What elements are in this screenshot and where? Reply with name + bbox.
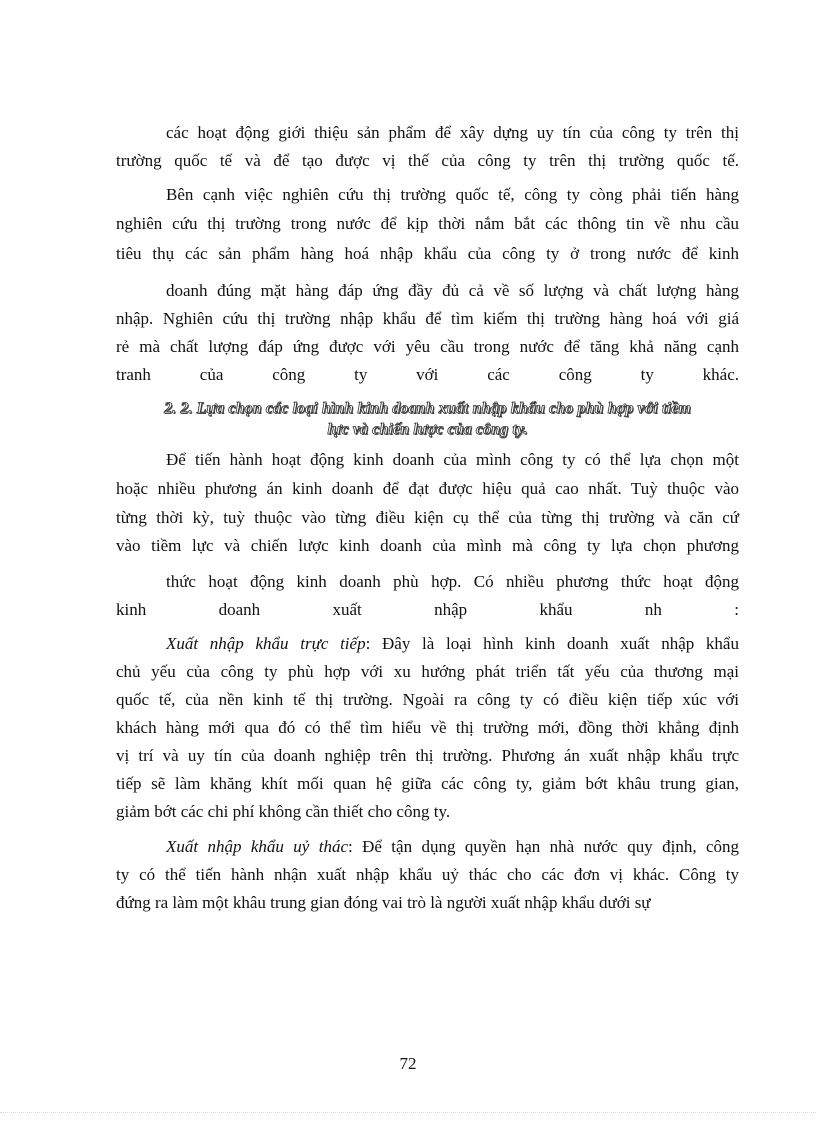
- text-line: thức hoạt động kinh doanh phù hợp. Có nhiều phương thức hoạt động: [166, 572, 739, 591]
- text-line: vị trí và uy tín của doanh nghiệp trên thị trường. Phương án xuất nhập khẩu trực: [116, 746, 739, 765]
- section-heading: lực và chiến lược của công ty.: [327, 421, 528, 438]
- text-line: từng thời kỳ, tuỳ thuộc vào từng điều kiện cụ thể của từng thị trường và căn cứ: [116, 508, 739, 527]
- text-line: quốc tế, của nền kinh tế thị trường. Ngoài ra công ty có điều kiện tiếp xúc với: [116, 690, 739, 709]
- text-line: đứng ra làm một khâu trung gian đóng vai trò là người xuất nhập khẩu dưới sự: [116, 893, 651, 912]
- text-line: tiếp sẽ làm khăng khít mối quan hệ giữa các công ty, giảm bớt khâu trung gian,: [116, 774, 739, 793]
- text-line: [166, 836, 739, 858]
- text-line: Để tiến hành hoạt động kinh doanh của mình công ty có thể lựa chọn một: [166, 450, 739, 469]
- text-line: Bên cạnh việc nghiên cứu thị trường quốc tế, công ty còng phải tiến hàng: [166, 185, 739, 204]
- text-line: kinh doanh xuất nhập khẩu nh :: [116, 600, 739, 619]
- text-line: giảm bớt các chi phí không cần thiết cho công ty.: [116, 802, 451, 821]
- text-line: tiêu thụ các sản phẩm hàng hoá nhập khẩu của công ty ở trong nước để kinh: [116, 244, 739, 263]
- term-entrusted-trade: Xuất nhập khẩu uỷ thác: [166, 837, 348, 856]
- text-line: vào tiềm lực và chiến lược kinh doanh của mình mà công ty lựa chọn phương: [116, 536, 739, 555]
- text-line: các hoạt động giới thiệu sản phẩm để xây dựng uy tín của công ty trên thị: [166, 123, 739, 142]
- text-fragment: : Đây là loại hình kinh doanh xuất nhập khẩu: [365, 634, 739, 653]
- text-line: doanh đúng mặt hàng đáp ứng đầy đủ cả về số lượng và chất lượng hàng: [166, 281, 739, 300]
- text-line: nhập. Nghiên cứu thị trường nhập khẩu để tìm kiếm thị trường hàng hoá với giá: [116, 309, 739, 328]
- text-line: nghiên cứu thị trường trong nước để kịp thời nắm bắt các thông tin về nhu cầu: [116, 214, 739, 233]
- text-line: trường quốc tế và để tạo được vị thế của công ty trên thị trường quốc tế.: [116, 151, 739, 170]
- footer-divider: [0, 1112, 816, 1113]
- term-direct-trade: Xuất nhập khẩu trực tiếp: [166, 634, 366, 653]
- text-fragment: : Để tận dụng quyền hạn nhà nước quy định, công: [348, 837, 740, 856]
- text-line: khách hàng mới qua đó có thể tìm hiểu về thị trường mới, đồng thời khẳng định: [116, 718, 739, 737]
- text-line: chủ yếu của công ty phù hợp với xu hướng phát triển tất yếu của thương mại: [116, 662, 739, 681]
- page-number: 72: [399, 1054, 417, 1073]
- text-line: tranh của công ty với các công ty khác.: [116, 365, 739, 384]
- text-line: [166, 633, 739, 655]
- text-line: rẻ mà chất lượng đáp ứng được với yêu cầu trong nước để tăng khả năng cạnh: [116, 337, 739, 356]
- text-line: hoặc nhiều phương án kinh doanh để đạt được hiệu quả cao nhất. Tuỳ thuộc vào: [116, 479, 739, 498]
- text-line: ty có thể tiến hành nhận xuất nhập khẩu uỷ thác cho các đơn vị khác. Công ty: [116, 865, 739, 884]
- section-heading: 2. 2. Lựa chọn các loại hình kinh doanh xuất nhập khẩu cho phù hợp với tiềm: [164, 400, 691, 417]
